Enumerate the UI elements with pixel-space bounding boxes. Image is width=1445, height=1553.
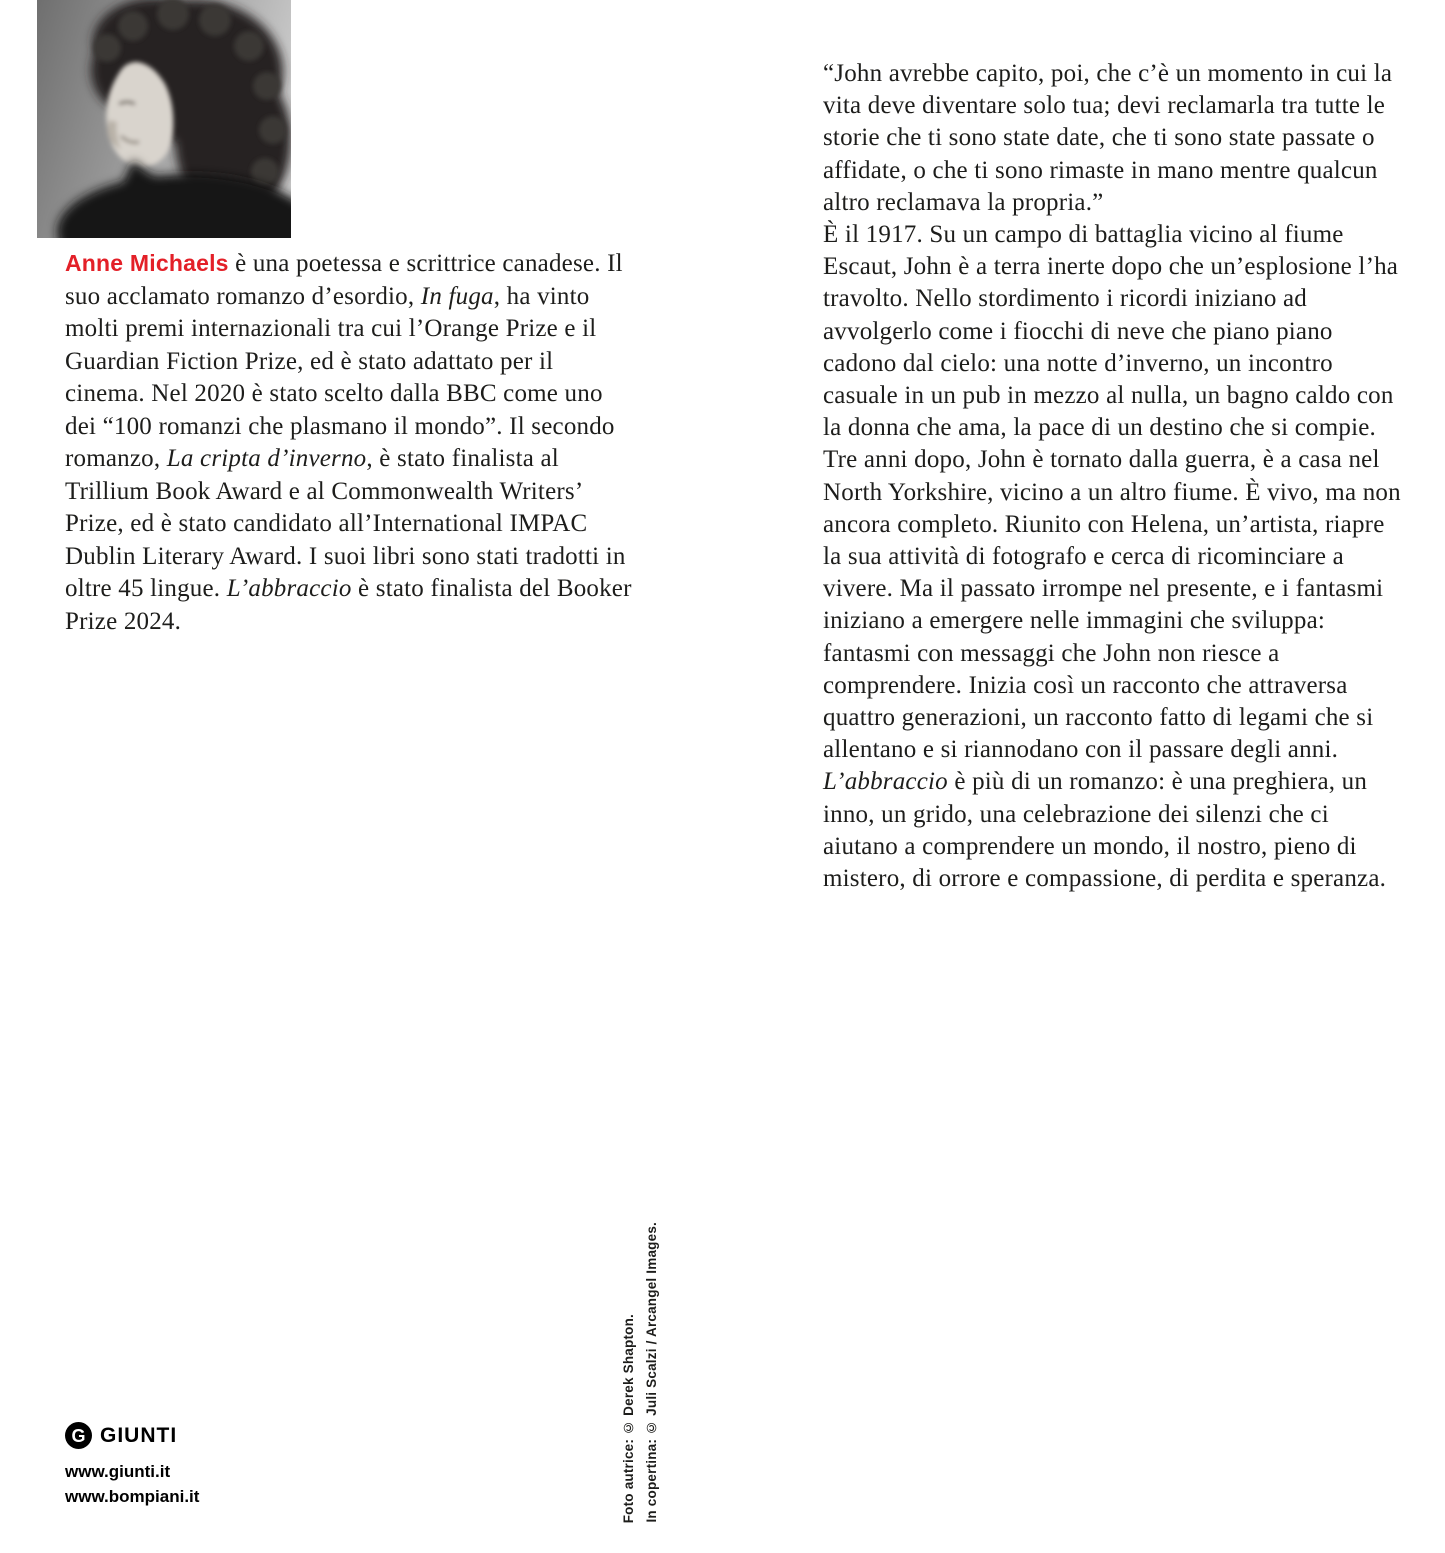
author-portrait-image: [37, 0, 291, 238]
author-name: Anne Michaels: [65, 250, 229, 276]
author-photo: [37, 0, 291, 238]
giunti-logo-text: GIUNTI: [100, 1423, 178, 1447]
bio-text-3: , è stato finalista al Trillium Book Award e al Commonwealth Writers’ Prize, ed è stato candidato all’International IMPAC Dublin Literary Award. I suoi libri sono stati tradotti in oltre 45 lingue.: [65, 445, 626, 602]
giunti-logo-icon: G: [65, 1422, 92, 1449]
book-title-abbraccio: L’abbraccio: [226, 575, 352, 602]
bio-text-4: è stato finalista del Booker Prize 2024.: [65, 575, 632, 635]
book-title-la-cripta: La cripta d’inverno: [166, 445, 367, 472]
bompiani-url: www.bompiani.it: [65, 1487, 200, 1506]
author-bio: [65, 247, 637, 638]
publisher-urls: [65, 1459, 199, 1509]
synopsis-quote: “John avrebbe capito, poi, che c’è un momento in cui la vita deve diventare solo tua; devi reclamarla tra tutte le storie che ti sono state date, che ti sono state passate o affidate, o che ti sono rimaste in mano mentre qualcun altro reclamava la propria.”: [823, 60, 1393, 216]
bio-text-2: , ha vinto molti premi internazionali tra cui l’Orange Prize e il Guardian Fiction Prize, ed è stato adattato per il cinema. Nel 2020 è stato scelto dalla BBC come uno dei “100 romanzi che plasmano il mondo”. Il secondo romanzo,: [65, 282, 615, 472]
giunti-logo: [65, 1422, 199, 1449]
bio-text-1: è una poetessa e scrittrice canadese. Il suo acclamato romanzo d’esordio,: [65, 250, 623, 310]
photo-credit: Foto autrice: © Derek Shapton.: [621, 1313, 636, 1523]
book-title-abbraccio-synopsis: L’abbraccio: [823, 768, 948, 796]
synopsis-paragraph-3: [823, 766, 1401, 895]
book-title-in-fuga: In fuga: [420, 282, 494, 310]
book-synopsis: [823, 58, 1401, 895]
synopsis-paragraph-1: È il 1917. Su un campo di battaglia vicino al fiume Escaut, John è a terra inerte dopo che un’esplosione l’ha travolto. Nello stordimento i ricordi iniziano ad avvolgerlo come i fiocchi di neve che piano piano cadono dal cielo: una notte d’inverno, un incontro casuale in un pub in mezzo al nulla, un bagno caldo con la donna che ama, la pace di un destino che si compie.: [823, 221, 1399, 442]
giunti-url: www.giunti.it: [65, 1462, 171, 1481]
publisher-block: [65, 1422, 199, 1509]
synopsis-paragraph-3-text: è più di un romanzo: è una preghiera, un inno, un grido, una celebrazione dei silenzi che ci aiutano a comprendere un mondo, il nostro, pieno di mistero, di orrore e compassione, di perdita e speranza.: [823, 768, 1387, 893]
cover-credit: In copertina: © Juli Scalzi / Arcangel Images.: [644, 1222, 659, 1523]
synopsis-paragraph-2: Tre anni dopo, John è tornato dalla guerra, è a casa nel North Yorkshire, vicino a un altro fiume. È vivo, ma non ancora completo. Riunito con Helena, un’artista, riapre la sua attività di fotografo e cerca di ricominciare a vivere. Ma il passato irrompe nel presente, e i fantasmi iniziano a emergere nelle immagini che sviluppa: fantasmi con messaggi che John non riesce a comprendere. Inizia così un racconto che attraversa quattro generazioni, un racconto fatto di legami che si allentano e si riannodano con il passare degli anni.: [823, 446, 1401, 764]
